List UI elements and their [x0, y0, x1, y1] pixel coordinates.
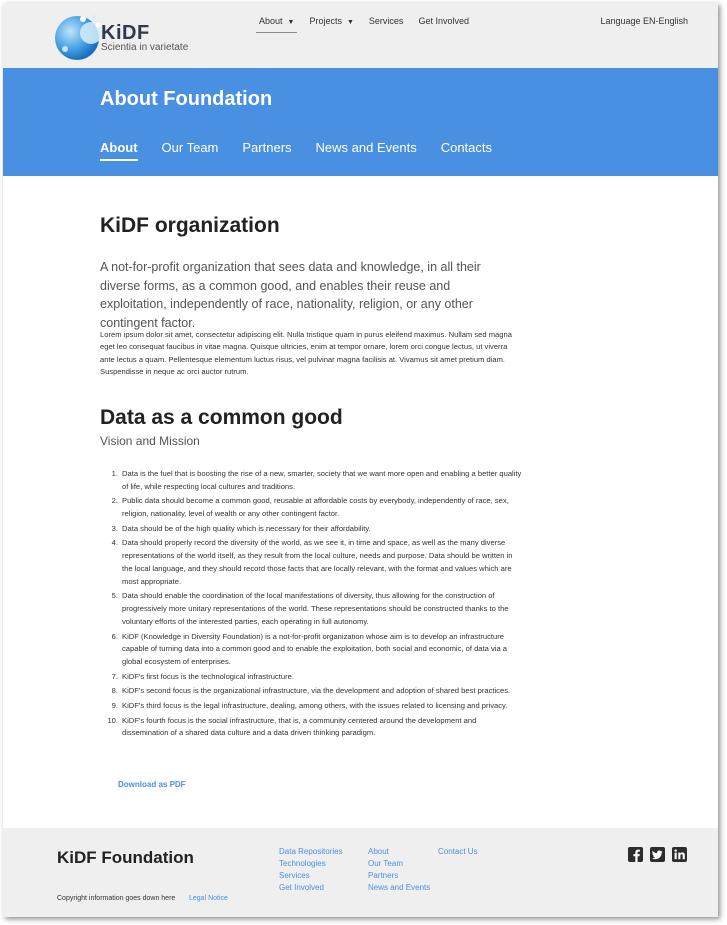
list-item-text: KiDF's second focus is the organizational infrastructure, via the development and adoption of shared best practices.: [122, 686, 511, 696]
list-item: [104, 700, 524, 713]
organization-body: Lorem ipsum dolor sit amet, consectetur adipiscing elit. Nulla tristique quam in purus eleifend maximus. Nullam sed magna eget leo consequat faucibus in vitae magna. Quisque ultricies, enim at tempor ornare, lorem orci congue lectus, ut viverra ante lectus a quam. Pellentesque elementum luctus risus, vel pulvinar magna facilisis at. Vivamus sit amet pretium diam. Suspendisse in neque ac orci auctor rutrum.: [100, 330, 512, 377]
list-item-text: Data should enable the coordination of the local manifestations of diversity, thus allowing for the construction of progressively more unitary representations of the world. These representations should be constructed thanks to the voluntary efforts of the interested parties, each operating in full autonomy.: [122, 591, 509, 626]
list-item-text: Data is the fuel that is boosting the rise of a new, smarter, society that we want more open and enabling a better quality of life, while respecting local cultures and traditions.: [122, 469, 522, 491]
list-item: [104, 715, 524, 741]
organization-heading: KiDF organization: [100, 214, 280, 237]
footer-link-about[interactable]: About: [368, 847, 389, 856]
page-title: About Foundation: [100, 88, 273, 110]
nav-get-involved[interactable]: [415, 14, 472, 33]
footer-link-get-involved[interactable]: Get Involved: [279, 883, 324, 892]
nav-get-involved-label: Get Involved: [418, 16, 469, 26]
nav-projects-label: Projects: [309, 16, 342, 26]
list-item-number: 2.: [111, 496, 118, 506]
footer-link-partners[interactable]: Partners: [368, 871, 399, 880]
nav-about-label: About: [259, 16, 283, 26]
mission-list: [104, 468, 524, 742]
nav-about[interactable]: [256, 14, 297, 33]
footer-link-contact-us[interactable]: Contact Us: [438, 847, 478, 856]
tab-news-and-events[interactable]: News and Events: [315, 140, 417, 155]
list-item-number: 6.: [111, 631, 118, 641]
list-item: [104, 495, 524, 521]
footer-link-services[interactable]: Services: [279, 871, 310, 880]
list-item: [104, 523, 524, 536]
list-item-text: KiDF's first focus is the technological infrastructure.: [122, 671, 294, 681]
organization-lead: A not-for-profit organization that sees data and knowledge, in all their diverse forms, as a common good, and enables their reuse and exploitation, independently of race, nationality, religion, or any other contingent factor.: [100, 260, 481, 330]
tab-about[interactable]: About: [100, 140, 138, 161]
section-tabs: [100, 140, 516, 161]
download-pdf-link[interactable]: Download as PDF: [118, 780, 186, 789]
list-item-number: 4.: [111, 538, 118, 548]
tab-partners[interactable]: Partners: [242, 140, 292, 155]
logo-name: KiDF: [101, 22, 150, 44]
list-item-text: KiDF's fourth focus is the social infrastructure, that is, a community centered around the development and dissemination of a shared data culture and a data driven thinking paradigm.: [122, 715, 477, 738]
footer-link-data-repositories[interactable]: Data Repositories: [279, 847, 343, 856]
logo-tagline: Scientia in varietate: [101, 42, 189, 53]
list-item: [104, 685, 524, 698]
nav-services[interactable]: [366, 14, 407, 33]
list-item-number: 10.: [107, 715, 118, 725]
footer-link-technologies[interactable]: Technologies: [279, 859, 326, 868]
list-item-number: 8.: [111, 686, 118, 696]
footer: [3, 828, 718, 917]
list-item-number: 9.: [111, 700, 118, 710]
nav-services-label: Services: [368, 16, 404, 26]
common-good-subtitle: Vision and Mission: [100, 434, 200, 448]
list-item: [104, 468, 524, 494]
facebook-icon[interactable]: [628, 847, 643, 862]
list-item-number: 7.: [111, 671, 118, 681]
logo[interactable]: [53, 9, 189, 63]
twitter-icon[interactable]: [650, 847, 665, 862]
footer-links-contact: [438, 846, 478, 858]
chevron-down-icon: ▼: [346, 19, 354, 26]
footer-links-resources: [279, 846, 343, 894]
top-header: [3, 3, 718, 68]
list-item: [104, 671, 524, 684]
nav-projects[interactable]: [306, 14, 356, 33]
legal-notice-link[interactable]: Legal Notice: [189, 895, 228, 902]
common-good-heading: Data as a common good: [100, 406, 343, 429]
list-item: [104, 631, 524, 669]
list-item-text: Data should properly record the diversity of the world, as we see it, in time and space, as well as the many diverse representations of the world itself, as they result from the local culture, needs and purpose. Data should be written in the local language, and they should record those facts that are locally relevant, with the format and values which are most appropriate.: [122, 538, 513, 586]
list-item-text: KiDF (Knowledge in Diversity Foundation) is a not-for-profit organization whose aim is to develop an infrastructure capable of turning data into a common good and to enable the exploitation, both social and economic, of data via a global ecosystem of enterprises.: [122, 631, 508, 667]
top-nav: [256, 14, 481, 33]
footer-links-about: [368, 846, 430, 894]
chevron-down-icon: ▼: [287, 19, 295, 26]
tab-contacts[interactable]: Contacts: [440, 140, 493, 155]
footer-link-news-and-events[interactable]: News and Events: [368, 883, 431, 892]
footer-title: KiDF Foundation: [57, 848, 194, 867]
page-frame: [3, 3, 718, 917]
list-item-number: 5.: [111, 591, 118, 601]
list-item-text: Public data should become a common good, reusable at affordable costs by everybody, independently of race, sex, religion, nationality, level of wealth or any other contingent factor.: [122, 496, 509, 519]
language-selector[interactable]: Language EN-English: [600, 16, 688, 26]
list-item-number: 1.: [111, 469, 118, 478]
list-item-text: Data should be of the high quality which is necessary for their affordability.: [122, 523, 371, 533]
linkedin-icon[interactable]: [672, 847, 687, 862]
footer-link-our-team[interactable]: Our Team: [368, 859, 403, 868]
hero-banner: [3, 68, 718, 176]
list-item-number: 3.: [111, 523, 118, 533]
list-item: [104, 590, 524, 628]
list-item: [104, 537, 524, 588]
copyright-text: Copyright information goes down here: [57, 895, 176, 902]
tab-our-team[interactable]: Our Team: [161, 140, 219, 155]
list-item-text: KiDF's third focus is the legal infrastructure, dealing, among others, with the issues related to licensing and privacy.: [122, 700, 508, 710]
social-links: [628, 847, 687, 862]
